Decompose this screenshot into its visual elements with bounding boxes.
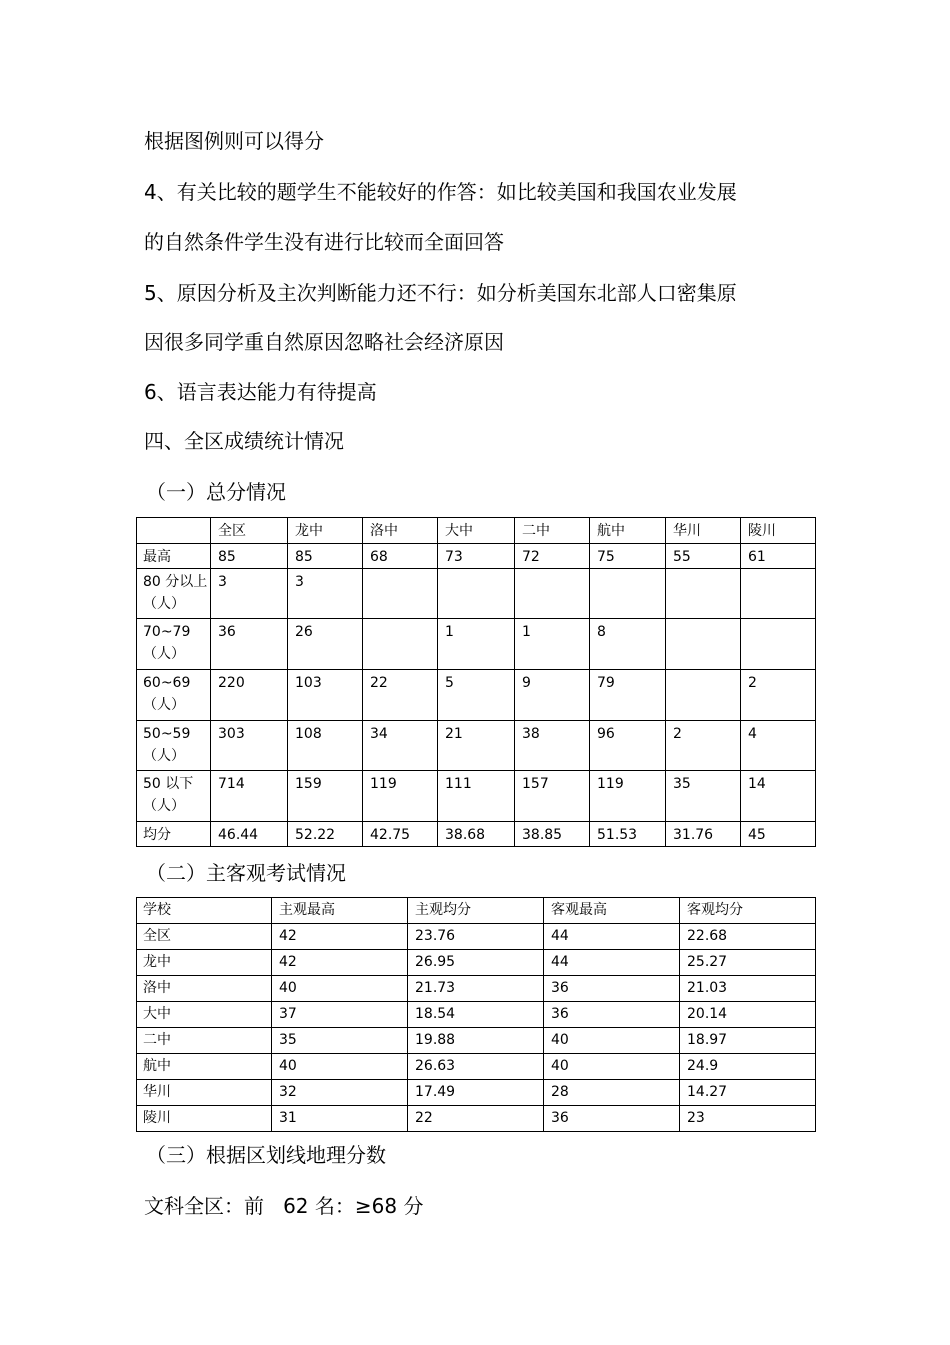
- total-table-header-cell: 洛中: [363, 518, 438, 544]
- total-table-cell: 50~59（人）: [137, 721, 211, 771]
- total-table-cell: [363, 569, 438, 619]
- total-table-cell: 最高: [137, 544, 211, 569]
- total-table-cell: 55: [666, 544, 741, 569]
- total-table-cell: 60~69（人）: [137, 670, 211, 721]
- total-table-header-cell: 航中: [590, 518, 666, 544]
- total-table-cell: 52.22: [288, 822, 363, 847]
- total-table-cell: 34: [363, 721, 438, 771]
- subj-table-cell: 18.97: [680, 1028, 816, 1054]
- subj-table-cell: 25.27: [680, 950, 816, 976]
- paragraph-line: 因很多同学重自然原因忽略社会经济原因: [144, 330, 504, 354]
- subj-table-cell: 21.03: [680, 976, 816, 1002]
- subj-table-cell: 40: [272, 976, 408, 1002]
- total-table-cell: 46.44: [211, 822, 288, 847]
- total-table-row: [137, 822, 816, 847]
- subj-table-cell: 18.54: [408, 1002, 544, 1028]
- total-table-header-cell: 华川: [666, 518, 741, 544]
- total-table-cell: [741, 619, 816, 670]
- paragraph-line: 6、语言表达能力有待提高: [144, 380, 377, 404]
- total-table-cell: 5: [438, 670, 515, 721]
- total-table-cell: 1: [438, 619, 515, 670]
- total-table-cell: 38: [515, 721, 590, 771]
- total-table-cell: [515, 569, 590, 619]
- subj-table-cell: 22: [408, 1106, 544, 1132]
- total-table-cell: 96: [590, 721, 666, 771]
- total-table-cell: 22: [363, 670, 438, 721]
- subj-table-cell: 二中: [137, 1028, 272, 1054]
- total-table-header-cell: [137, 518, 211, 544]
- subj-table-cell: 31: [272, 1106, 408, 1132]
- total-table-cell: 均分: [137, 822, 211, 847]
- total-table-cell: 68: [363, 544, 438, 569]
- total-table-row: [137, 721, 816, 771]
- total-table-cell: 42.75: [363, 822, 438, 847]
- total-table-cell: 85: [288, 544, 363, 569]
- total-table-cell: 38.68: [438, 822, 515, 847]
- subj-table-cell: 全区: [137, 924, 272, 950]
- subj-table-cell: 洛中: [137, 976, 272, 1002]
- total-table-cell: 51.53: [590, 822, 666, 847]
- total-table-header-cell: 二中: [515, 518, 590, 544]
- total-table-cell: 9: [515, 670, 590, 721]
- subj-table-cell: 35: [272, 1028, 408, 1054]
- subj-table-row: [137, 1080, 816, 1106]
- total-table-cell: 21: [438, 721, 515, 771]
- total-table-cell: 8: [590, 619, 666, 670]
- total-table-cell: 38.85: [515, 822, 590, 847]
- subj-table-cell: 28: [544, 1080, 680, 1106]
- paragraph-line: 4、有关比较的题学生不能较好的作答：如比较美国和我国农业发展: [144, 180, 737, 204]
- total-table-cell: 220: [211, 670, 288, 721]
- total-table-cell: [666, 569, 741, 619]
- subj-table-cell: 陵川: [137, 1106, 272, 1132]
- total-table-cell: 159: [288, 771, 363, 822]
- total-table-cell: [741, 569, 816, 619]
- subj-table-cell: 36: [544, 1002, 680, 1028]
- subj-table-row: [137, 1054, 816, 1080]
- total-table-cell: [363, 619, 438, 670]
- paragraph-line: 的自然条件学生没有进行比较而全面回答: [144, 230, 504, 254]
- total-table-cell: 79: [590, 670, 666, 721]
- total-table-cell: 80 分以上（人）: [137, 569, 211, 619]
- total-table-row: [137, 544, 816, 569]
- total-table-cell: 85: [211, 544, 288, 569]
- total-table-cell: 45: [741, 822, 816, 847]
- subj-table-row: [137, 1106, 816, 1132]
- subj-table-cell: 航中: [137, 1054, 272, 1080]
- total-table-cell: 72: [515, 544, 590, 569]
- subj-table-row: [137, 1002, 816, 1028]
- total-table-cell: 108: [288, 721, 363, 771]
- total-table-cell: 2: [666, 721, 741, 771]
- subjective-objective-table: [136, 897, 816, 1132]
- subj-table-cell: 21.73: [408, 976, 544, 1002]
- subj-table-cell: 40: [544, 1054, 680, 1080]
- total-table-cell: [590, 569, 666, 619]
- subj-table-cell: 36: [544, 1106, 680, 1132]
- subj-table-cell: 23.76: [408, 924, 544, 950]
- subj-table-cell: 华川: [137, 1080, 272, 1106]
- total-table-cell: 75: [590, 544, 666, 569]
- total-table-cell: 714: [211, 771, 288, 822]
- total-table-cell: [666, 670, 741, 721]
- cutoff-line: 文科全区：前 62 名：≥68 分: [144, 1194, 424, 1218]
- total-score-table: [136, 517, 816, 847]
- section3-title: （三）根据区划线地理分数: [146, 1143, 386, 1167]
- total-table-cell: 73: [438, 544, 515, 569]
- section2-title: （二）主客观考试情况: [146, 861, 346, 885]
- subj-table-cell: 26.95: [408, 950, 544, 976]
- total-table-cell: 119: [363, 771, 438, 822]
- subj-table-cell: 32: [272, 1080, 408, 1106]
- total-table-header-cell: 龙中: [288, 518, 363, 544]
- total-table-header-cell: 全区: [211, 518, 288, 544]
- total-table-cell: 70~79（人）: [137, 619, 211, 670]
- total-table-header-row: [137, 518, 816, 544]
- subj-table-cell: 20.14: [680, 1002, 816, 1028]
- total-table-cell: 35: [666, 771, 741, 822]
- subj-table-cell: 22.68: [680, 924, 816, 950]
- subj-table-cell: 24.9: [680, 1054, 816, 1080]
- total-table-header-cell: 大中: [438, 518, 515, 544]
- subj-table-cell: 36: [544, 976, 680, 1002]
- subj-table-cell: 42: [272, 924, 408, 950]
- subj-table-header-cell: 客观最高: [544, 898, 680, 924]
- subj-table-row: [137, 924, 816, 950]
- total-table-cell: 303: [211, 721, 288, 771]
- subj-table-header-cell: 主观均分: [408, 898, 544, 924]
- subj-table-row: [137, 976, 816, 1002]
- subj-table-cell: 23: [680, 1106, 816, 1132]
- total-table-cell: 119: [590, 771, 666, 822]
- total-table-row: [137, 771, 816, 822]
- subj-table-header-cell: 主观最高: [272, 898, 408, 924]
- subj-table-cell: 40: [272, 1054, 408, 1080]
- subj-table-cell: 44: [544, 950, 680, 976]
- subj-table-header-row: [137, 898, 816, 924]
- subj-table-cell: 37: [272, 1002, 408, 1028]
- total-table-cell: 3: [288, 569, 363, 619]
- total-table-cell: 14: [741, 771, 816, 822]
- total-table-row: [137, 619, 816, 670]
- total-table-cell: [438, 569, 515, 619]
- subj-table-header-cell: 学校: [137, 898, 272, 924]
- paragraph-line: 5、原因分析及主次判断能力还不行：如分析美国东北部人口密集原: [144, 281, 737, 305]
- total-table-row: [137, 569, 816, 619]
- subj-table-cell: 44: [544, 924, 680, 950]
- subj-table-cell: 大中: [137, 1002, 272, 1028]
- subj-table-row: [137, 1028, 816, 1054]
- subj-table-header-cell: 客观均分: [680, 898, 816, 924]
- total-table-cell: 36: [211, 619, 288, 670]
- subj-table-cell: 14.27: [680, 1080, 816, 1106]
- total-table-cell: [666, 619, 741, 670]
- total-table-cell: 31.76: [666, 822, 741, 847]
- subj-table-row: [137, 950, 816, 976]
- subj-table-cell: 龙中: [137, 950, 272, 976]
- total-table-cell: 50 以下（人）: [137, 771, 211, 822]
- subj-table-cell: 19.88: [408, 1028, 544, 1054]
- total-table-cell: 61: [741, 544, 816, 569]
- subj-table-cell: 26.63: [408, 1054, 544, 1080]
- section-heading: 四、全区成绩统计情况: [144, 429, 344, 453]
- total-table-cell: 111: [438, 771, 515, 822]
- total-table-cell: 1: [515, 619, 590, 670]
- subj-table-cell: 17.49: [408, 1080, 544, 1106]
- total-table-row: [137, 670, 816, 721]
- total-table-cell: 103: [288, 670, 363, 721]
- subj-table-cell: 42: [272, 950, 408, 976]
- paragraph-line: 根据图例则可以得分: [144, 129, 324, 153]
- total-table-cell: 2: [741, 670, 816, 721]
- subj-table-cell: 40: [544, 1028, 680, 1054]
- total-table-cell: 157: [515, 771, 590, 822]
- total-table-header-cell: 陵川: [741, 518, 816, 544]
- section1-title: （一）总分情况: [146, 480, 286, 504]
- total-table-cell: 26: [288, 619, 363, 670]
- total-table-cell: 4: [741, 721, 816, 771]
- total-table-cell: 3: [211, 569, 288, 619]
